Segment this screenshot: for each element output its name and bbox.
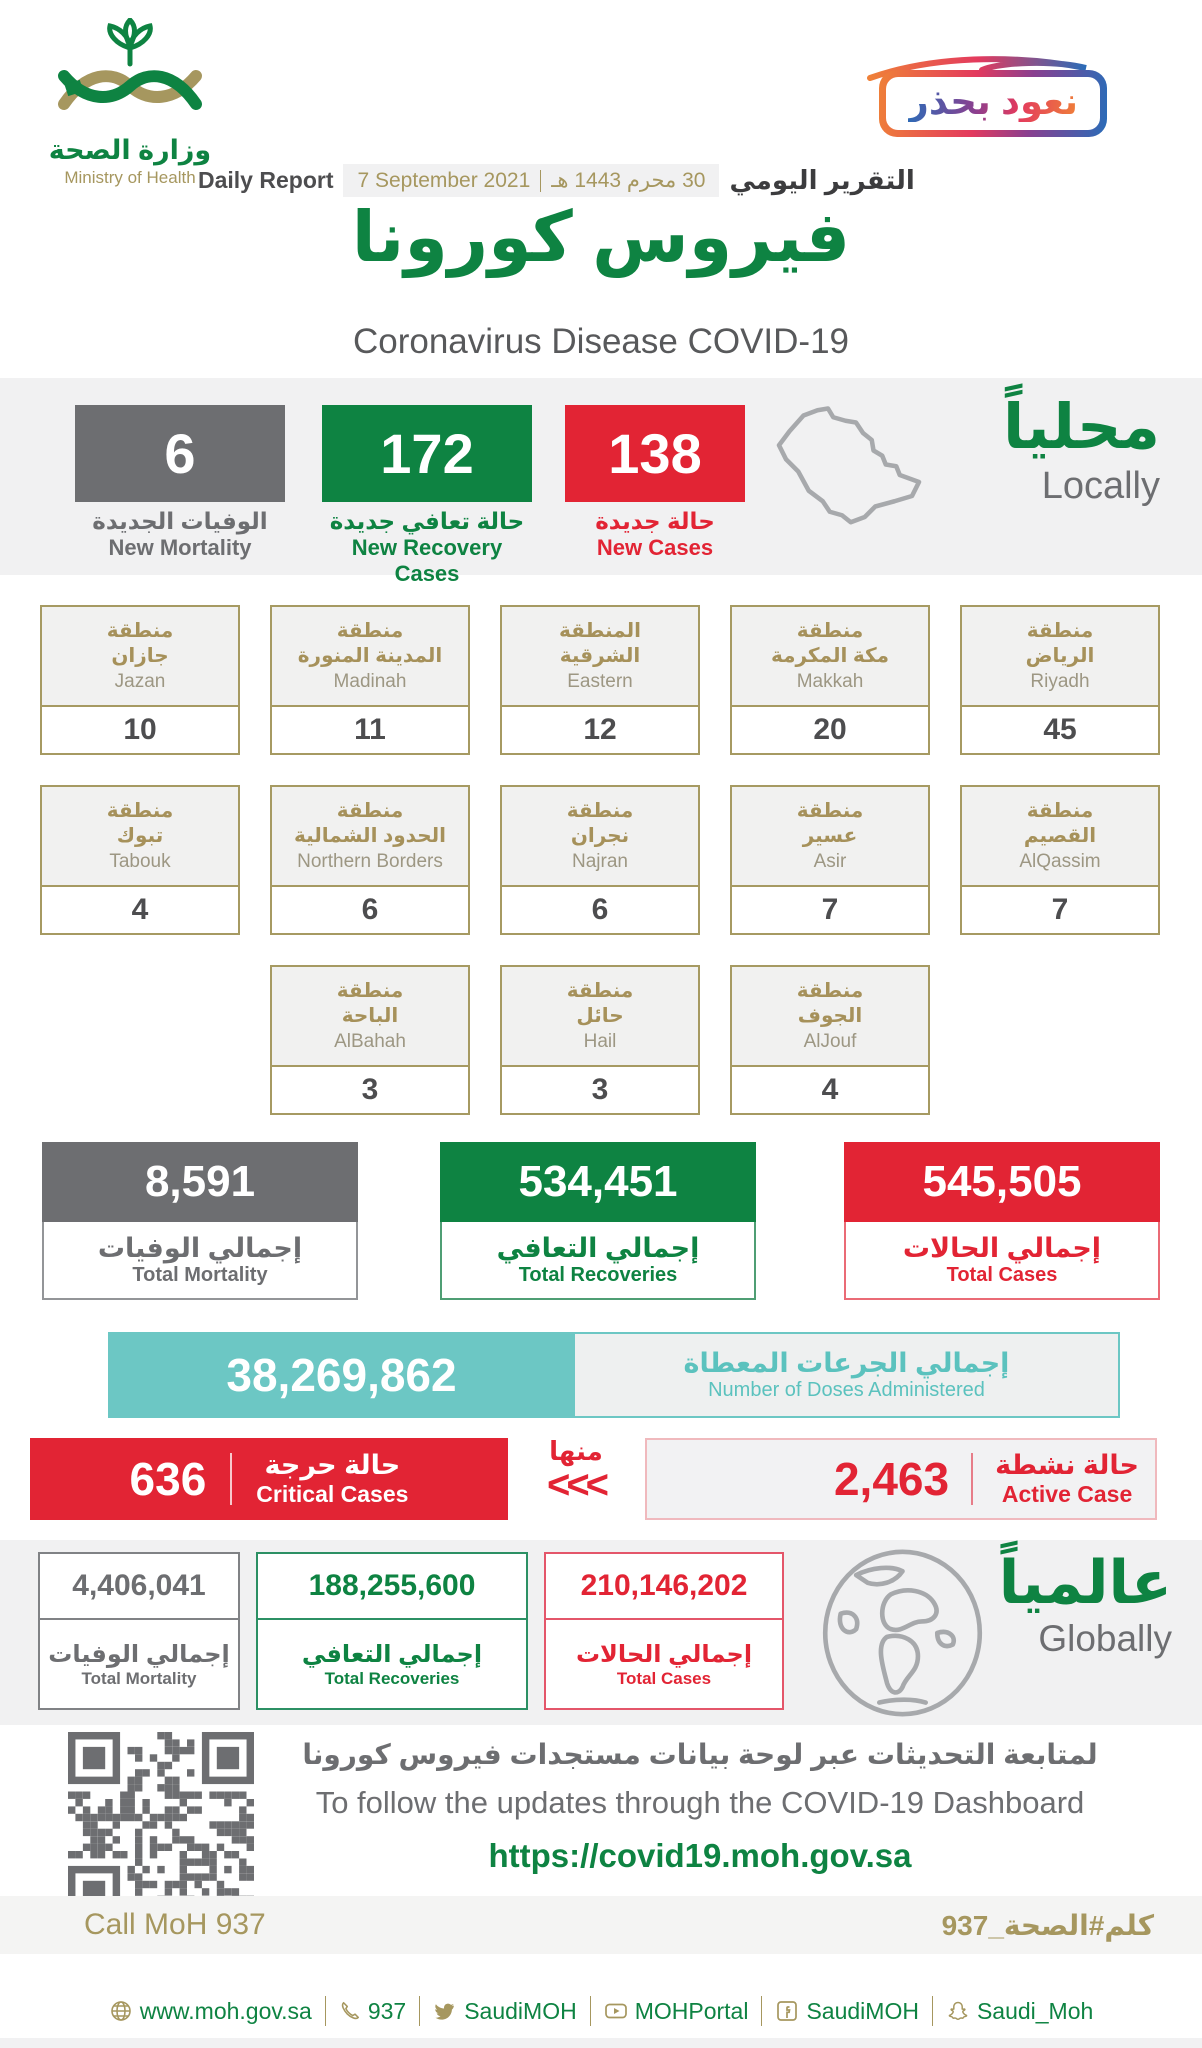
page-title-english: Coronavirus Disease COVID-19 (352, 322, 849, 361)
region-card-aljouf: منطقة الجوف AlJouf 4 (730, 965, 930, 1115)
divider (230, 1453, 232, 1505)
phone-icon (339, 2000, 361, 2022)
daily-report-arabic: التقرير اليومي (729, 165, 915, 195)
new-mortality-label-en: New Mortality (108, 535, 252, 560)
total-cases-label-ar: إجمالي الحالات (902, 1233, 1102, 1263)
doses-label-en: Number of Doses Administered (708, 1379, 985, 1401)
saudi-arabia-map-icon (765, 392, 940, 537)
badge-inner (886, 77, 1100, 130)
region-value: 12 (583, 713, 617, 746)
global-cases-value: 210,146,202 (546, 1554, 782, 1620)
facebook-icon (775, 1999, 799, 2023)
of-which-connector (516, 1436, 636, 1507)
chevrons-left-icon: <<< (546, 1463, 606, 1507)
dashboard-url-link[interactable]: https://covid19.moh.gov.sa (488, 1837, 912, 1874)
doses-administered-value: 38,269,862 (108, 1332, 575, 1418)
region-card-eastern: المنطقة الشرقية Eastern 12 (500, 605, 700, 755)
new-cases-label-en: New Cases (596, 535, 714, 560)
region-value: 7 (821, 893, 839, 926)
total-mortality-value: 8,591 (42, 1142, 358, 1222)
global-cases-box (544, 1552, 784, 1710)
region-value: 45 (1043, 713, 1077, 746)
footer-separator (419, 1996, 420, 2026)
new-cases-value: 138 (565, 405, 745, 502)
locally-heading-ar: محلياً (1003, 393, 1160, 462)
critical-cases-box (30, 1438, 508, 1520)
footer-youtube-label: MOHPortal (634, 1997, 749, 2024)
region-value: 10 (123, 713, 157, 746)
date-gregorian: 7 September 2021 (357, 168, 531, 192)
qr-code (68, 1732, 254, 1923)
region-value: 20 (813, 713, 847, 746)
new-mortality-value: 6 (75, 405, 285, 502)
footer-facebook-link[interactable] (775, 1998, 918, 2025)
moh-logo-icon (46, 18, 214, 130)
region-name-en: AlQassim (1019, 851, 1101, 872)
region-name-en: Asir (813, 851, 847, 872)
footer-separator (932, 1996, 933, 2026)
call-moh-hashtag: كلم#الصحة_937 (941, 1909, 1154, 1941)
new-recovery-stat (322, 405, 532, 587)
footer-website-link[interactable] (109, 1998, 312, 2025)
region-name-en: Madinah (333, 671, 407, 692)
total-recoveries-value: 534,451 (440, 1142, 756, 1222)
global-stats-band (0, 1540, 1202, 1725)
region-card-northern-borders: منطقة الحدود الشمالية Northern Borders 6 (270, 785, 470, 935)
new-recovery-label-en: New Recovery Cases (351, 535, 503, 586)
footer-contacts (0, 1996, 1202, 2026)
globally-heading-ar: عالمياً (998, 1549, 1172, 1616)
globe-icon (805, 1548, 1000, 1718)
region-value: 3 (591, 1073, 609, 1106)
region-name-en: Riyadh (1030, 671, 1090, 692)
footer-separator (325, 1996, 326, 2026)
daily-report-english: Daily Report (198, 167, 334, 193)
total-mortality-label-ar: إجمالي الوفيات (97, 1233, 303, 1263)
total-mortality-group (42, 1142, 358, 1300)
critical-cases-value: 636 (129, 1453, 207, 1505)
region-card-najran: منطقة نجران Najran 6 (500, 785, 700, 935)
call-moh-english: Call MoH 937 (84, 1908, 266, 1941)
total-recoveries-group (440, 1142, 756, 1300)
footer-website-label: www.moh.gov.sa (139, 1997, 312, 2024)
footer-facebook-label: SaudiMOH (806, 1997, 919, 2024)
region-name-en: Northern Borders (297, 851, 443, 872)
ministry-name-english: Ministry of Health (64, 168, 196, 187)
region-card-hail: منطقة حائل Hail 3 (500, 965, 700, 1115)
total-recoveries-label-ar: إجمالي التعافي (496, 1233, 700, 1263)
region-name-en: AlBahah (334, 1031, 406, 1052)
moh-logo (40, 18, 220, 188)
region-card-tabouk: منطقة تبوك Tabouk 4 (40, 785, 240, 935)
global-mortality-label-ar: إجمالي الوفيات (48, 1640, 230, 1668)
global-recoveries-label-ar: إجمالي التعافي (301, 1640, 483, 1668)
return-with-caution-badge (879, 70, 1107, 137)
footer-separator (761, 1996, 762, 2026)
global-recoveries-box (256, 1552, 528, 1710)
footer-phone-label: 937 (367, 1997, 407, 2024)
new-recovery-value: 172 (322, 405, 532, 502)
doses-label-ar: إجمالي الجرعات المعطاة (683, 1348, 1010, 1378)
footer-separator (590, 1996, 591, 2026)
date-hijri: 30 محرم 1443 هـ (551, 169, 706, 192)
new-cases-stat (565, 405, 745, 561)
critical-label-en: Critical Cases (256, 1481, 409, 1507)
badge-text: نعود بحذر (907, 81, 1078, 122)
locally-heading-en: Locally (1041, 465, 1160, 507)
region-name-en: Jazan (114, 671, 166, 692)
region-name-en: Tabouk (109, 851, 171, 872)
local-stats-band (0, 378, 1202, 586)
date-box (343, 164, 719, 197)
region-value: 4 (131, 893, 149, 926)
call-moh-band (0, 1896, 1202, 1954)
footer-snapchat-label: Saudi_Moh (976, 1997, 1094, 2024)
total-recoveries-label-en: Total Recoveries (518, 1264, 678, 1286)
region-value: 6 (361, 893, 379, 926)
region-card-asir: منطقة عسير Asir 7 (730, 785, 930, 935)
doses-administered-label (575, 1332, 1120, 1418)
active-label-ar: حالة نشطة (995, 1450, 1139, 1480)
date-row (198, 164, 915, 197)
region-name-en: Eastern (567, 671, 633, 692)
global-cases-label-en: Total Cases (616, 1668, 712, 1688)
total-cases-group (844, 1142, 1160, 1300)
page-title-arabic: فيروس كورونا (351, 198, 851, 276)
footer-phone-link[interactable] (339, 1998, 406, 2025)
new-mortality-stat (75, 405, 285, 561)
new-mortality-label-ar: الوفيات الجديدة (92, 508, 268, 534)
region-value: 6 (591, 893, 609, 926)
globe-icon (109, 1999, 133, 2023)
region-card-makkah: منطقة مكة المكرمة Makkah 20 (730, 605, 930, 755)
new-recovery-label-ar: حالة تعافي جديدة (329, 508, 525, 534)
new-cases-label-ar: حالة جديدة (595, 508, 715, 534)
global-recoveries-value: 188,255,600 (258, 1554, 526, 1620)
region-card-jazan: منطقة جازان Jazan 10 (40, 605, 240, 755)
ministry-name-arabic: وزارة الصحة (48, 135, 212, 165)
region-card-albahah: منطقة الباحة AlBahah 3 (270, 965, 470, 1115)
critical-label-ar: حالة حرجة (264, 1450, 401, 1480)
globally-heading (972, 1548, 1172, 1660)
region-name-en: AlJouf (803, 1031, 857, 1052)
footer-snapchat-link[interactable] (946, 1998, 1093, 2025)
bottom-strip (0, 2038, 1202, 2048)
region-value: 11 (354, 713, 386, 746)
global-mortality-value: 4,406,041 (40, 1554, 238, 1620)
global-mortality-label-en: Total Mortality (81, 1668, 197, 1688)
global-recoveries-label-en: Total Recoveries (324, 1668, 460, 1688)
dashboard-line-en: To follow the updates through the COVID-19 Dashboard (315, 1785, 1085, 1820)
region-value: 7 (1051, 893, 1069, 926)
twitter-icon (433, 1999, 457, 2023)
region-value: 4 (821, 1073, 839, 1106)
active-cases-value: 2,463 (833, 1453, 950, 1505)
global-cases-label-ar: إجمالي الحالات (575, 1640, 753, 1668)
total-cases-label-en: Total Cases (946, 1264, 1058, 1286)
region-card-riyadh: منطقة الرياض Riyadh 45 (960, 605, 1160, 755)
global-mortality-box (38, 1552, 240, 1710)
dashboard-line-ar: لمتابعة التحديثات عبر لوحة بيانات مستجدات فيروس كورونا (302, 1739, 1098, 1770)
footer-youtube-link[interactable] (604, 1998, 749, 2025)
region-name-en: Makkah (796, 671, 864, 692)
snapchat-icon (946, 1999, 970, 2023)
date-separator (540, 170, 541, 192)
of-which-label: منها (549, 1436, 603, 1466)
total-cases-value: 545,505 (844, 1142, 1160, 1222)
region-name-en: Hail (583, 1031, 617, 1052)
youtube-icon (604, 1999, 628, 2023)
region-card-alqassim: منطقة القصيم AlQassim 7 (960, 785, 1160, 935)
region-name-en: Najran (572, 851, 628, 872)
region-value: 3 (361, 1073, 379, 1106)
locally-heading (945, 390, 1160, 508)
active-cases-box (645, 1438, 1157, 1520)
active-label-en: Active Case (1001, 1481, 1133, 1507)
dashboard-info (280, 1738, 1120, 1875)
footer-twitter-link[interactable] (433, 1998, 576, 2025)
divider (971, 1453, 973, 1505)
footer-twitter-label: SaudiMOH (464, 1997, 577, 2024)
total-mortality-label-en: Total Mortality (132, 1264, 268, 1286)
globally-heading-en: Globally (1038, 1618, 1172, 1659)
region-card-madinah: منطقة المدينة المنورة Madinah 11 (270, 605, 470, 755)
